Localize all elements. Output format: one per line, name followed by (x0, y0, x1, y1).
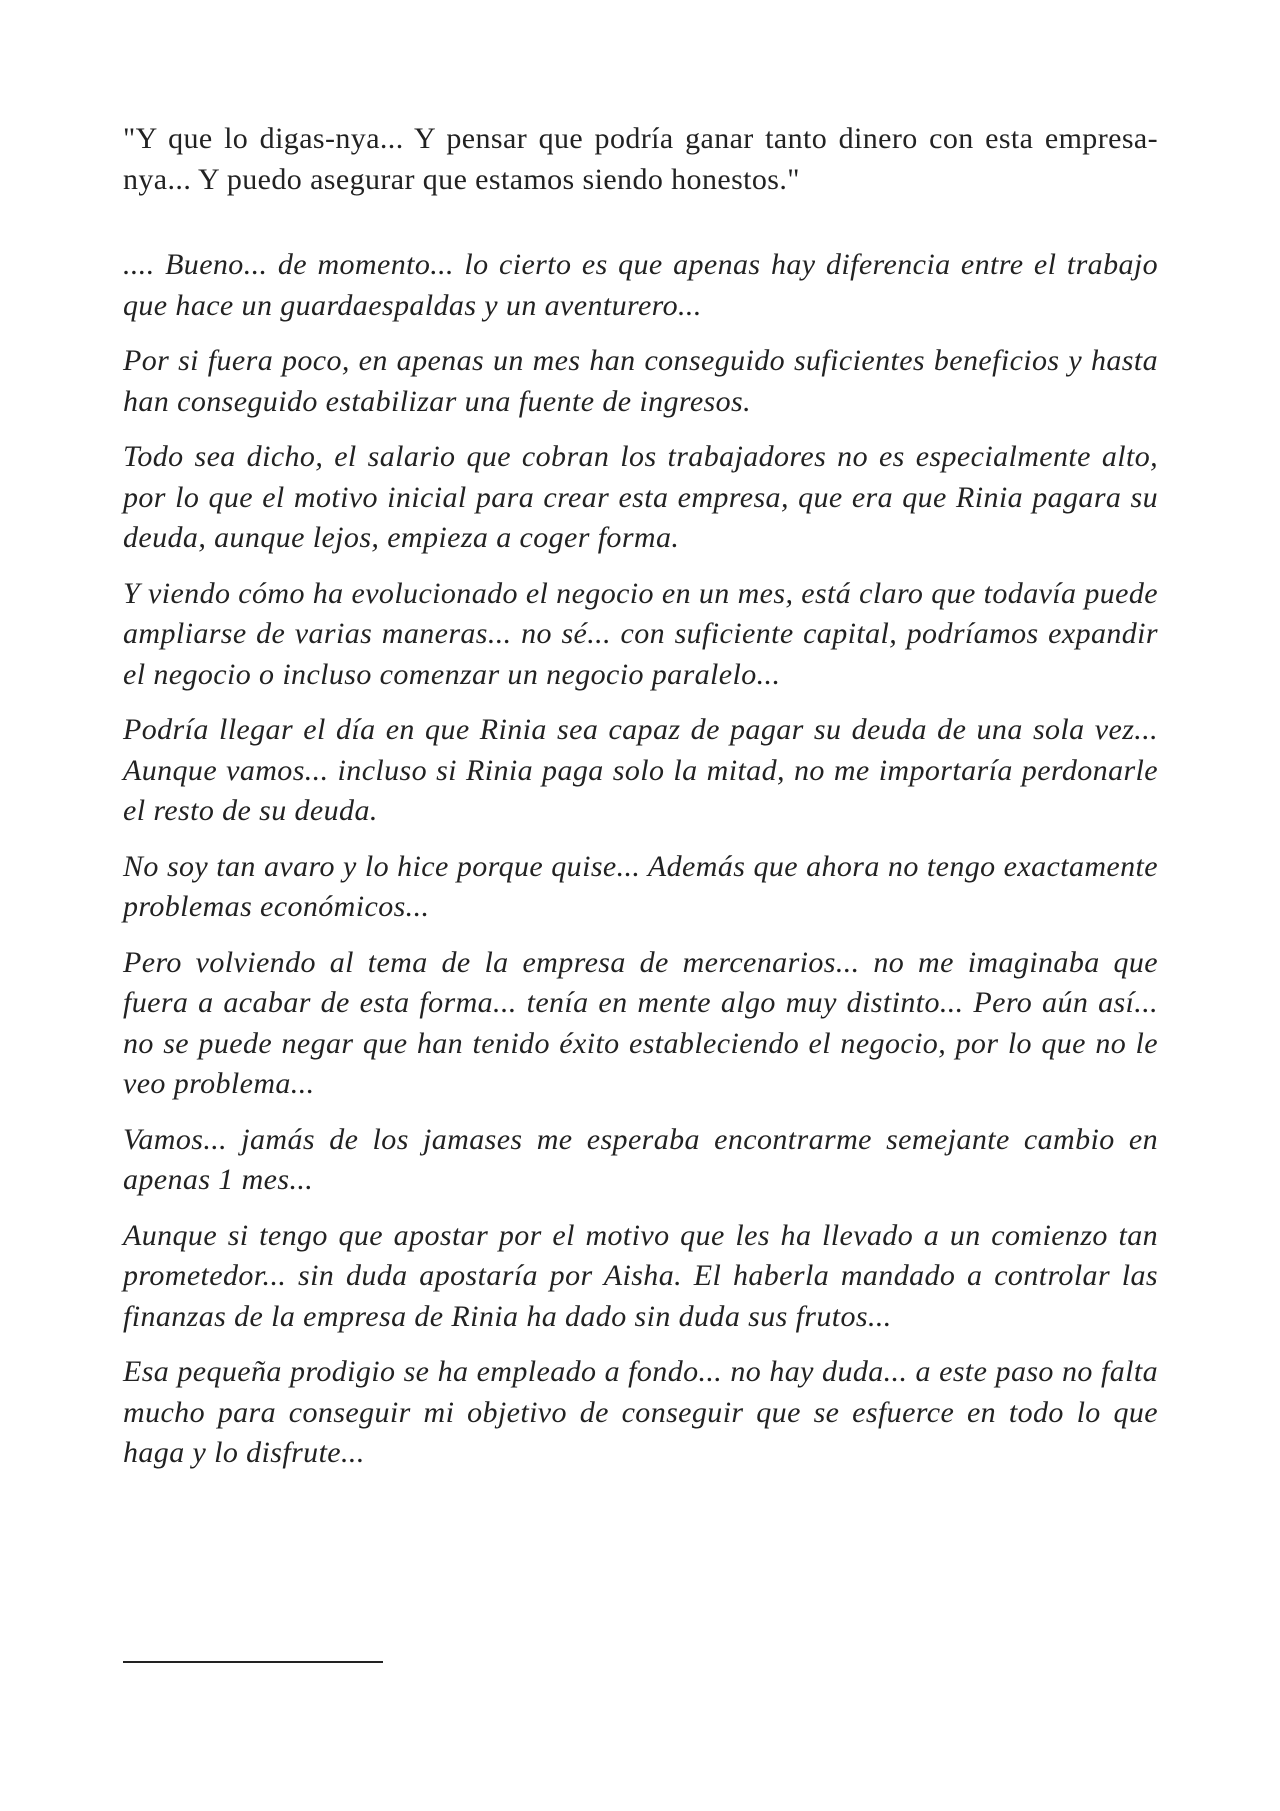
narration-paragraph-3: Todo sea dicho, el salario que cobran los trabajadores no es especialmente alto, por lo que el motivo inicial para crear esta empresa, que era que Rinia pagara su deuda, aunque lejos, empieza a coger forma. (123, 440, 1158, 554)
narration-paragraph-5: Podría llegar el día en que Rinia sea capaz de pagar su deuda de una sola vez... Aunque vamos... incluso si Rinia paga solo la mitad, no me importaría perdonarle el resto de su deuda. (123, 713, 1158, 827)
narration-paragraph-4: Y viendo cómo ha evolucionado el negocio en un mes, está claro que todavía puede ampliarse de varias maneras... no sé... con suficiente capital, podríamos expandir el negocio o incluso comenzar un negocio paralelo... (123, 576, 1158, 691)
narration-paragraph-10: Esa pequeña prodigio se ha empleado a fondo... no hay duda... a este paso no falta mucho para conseguir mi objetivo de conseguir que se esfuerce en todo lo que haga y lo disfrute... (123, 1355, 1158, 1469)
dialogue-paragraph: "Y que lo digas-nya... Y pensar que podría ganar tanto dinero con esta empresa-nya... Y puedo asegurar que estamos siendo honestos." (123, 122, 1158, 196)
footnote-divider (123, 1661, 383, 1663)
narration-paragraph-7: Pero volviendo al tema de la empresa de mercenarios... no me imaginaba que fuera a acabar de esta forma... tenía en mente algo muy distinto... Pero aún así... no se puede negar que han tenido éxito estableciendo el negocio, por lo que no le veo problema... (123, 945, 1158, 1100)
page-body (123, 119, 1158, 1489)
narration-paragraph-9: Aunque si tengo que apostar por el motivo que les ha llevado a un comienzo tan prometedor... sin duda apostaría por Aisha. El haberla mandado a controlar las finanzas de la empresa de Rinia ha dado sin duda sus frutos... (123, 1218, 1158, 1333)
narration-paragraph-6: No soy tan avaro y lo hice porque quise... Además que ahora no tengo exactamente problemas económicos... (123, 849, 1158, 923)
narration-paragraph-1: .... Bueno... de momento... lo cierto es que apenas hay diferencia entre el trabajo que hace un guardaespaldas y un aventurero... (123, 248, 1158, 322)
narration-paragraph-8: Vamos... jamás de los jamases me esperaba encontrarme semejante cambio en apenas 1 mes... (123, 1122, 1158, 1196)
narration-paragraph-2: Por si fuera poco, en apenas un mes han conseguido suficientes beneficios y hasta han conseguido estabilizar una fuente de ingresos. (123, 344, 1158, 418)
